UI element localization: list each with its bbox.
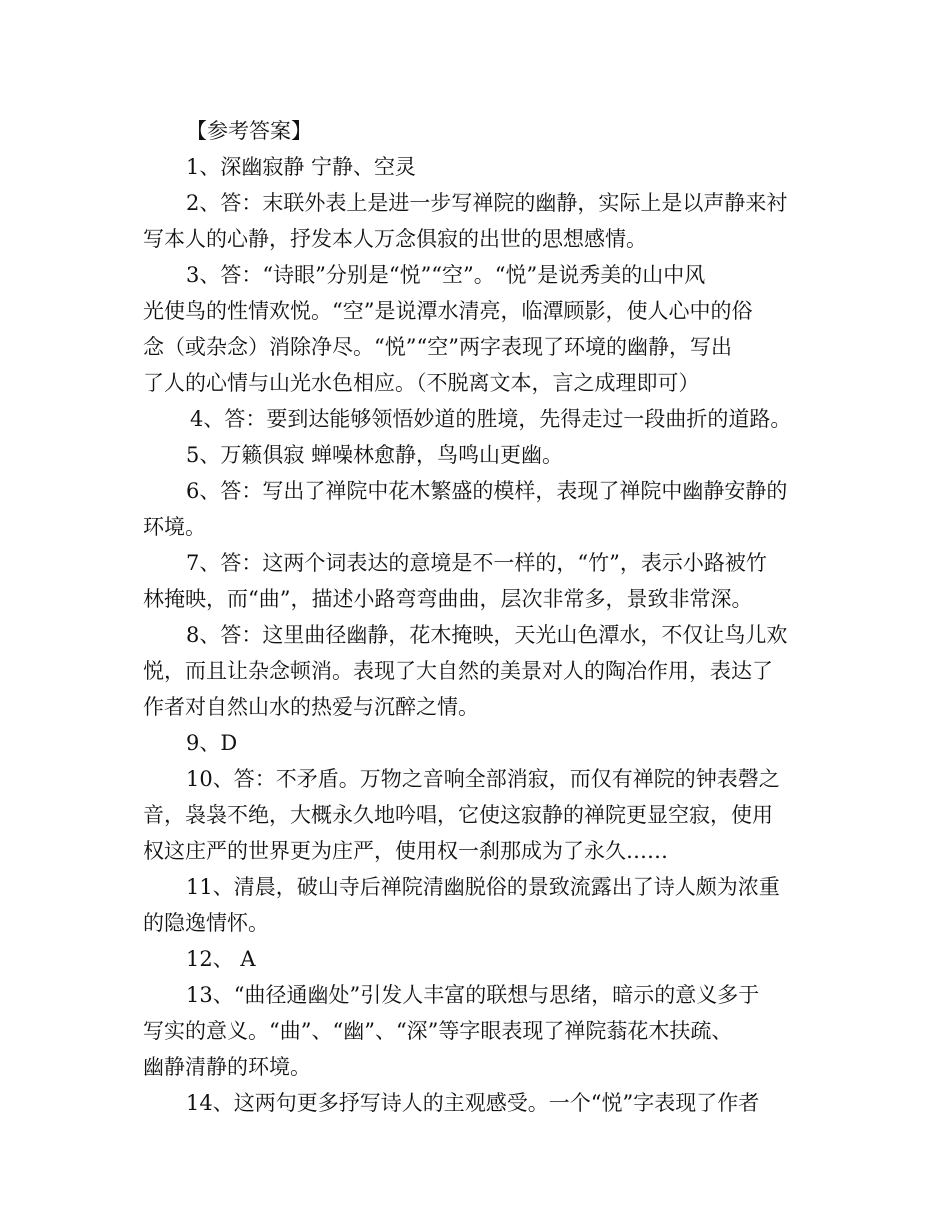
answer-line: 1、深幽寂静 宁静、空灵 [186, 155, 417, 179]
answer-line: 8、答：这里曲径幽静，花木掩映，天光山色潭水，不仅让鸟儿欢 [186, 623, 788, 647]
answer-line: 权这庄严的世界更为庄严，使用权一刹那成为了永久…… [143, 839, 668, 863]
answer-line: 念（或杂念）消除净尽。“悦”“空”两字表现了环境的幽静，写出 [143, 335, 732, 359]
answer-line: 4、答：要到达能够领悟妙道的胜境，先得走过一段曲折的道路。 [190, 407, 792, 431]
answer-line: 林掩映，而“曲”，描述小路弯弯曲曲，层次非常多，景致非常深。 [143, 587, 753, 611]
answer-line: 10、答：不矛盾。万物之音响全部消寂，而仅有禅院的钟表磬之 [186, 767, 780, 791]
answer-line: 12、 A [186, 947, 256, 971]
answer-line: 11、清晨，破山寺后禅院清幽脱俗的景致流露出了诗人颇为浓重 [186, 875, 780, 899]
answer-line: 2、答：末联外表上是进一步写禅院的幽静，实际上是以声静来衬 [186, 191, 788, 215]
answer-line: 写实的意义。“曲”、“幽”、“深”等字眼表现了禅院蓊花木扶疏、 [143, 1019, 733, 1043]
answer-line: 悦，而且让杂念顿消。表现了大自然的美景对人的陶冶作用，表达了 [143, 659, 773, 683]
answer-line: 6、答：写出了禅院中花木繁盛的模样，表现了禅院中幽静安静的 [186, 479, 788, 503]
answer-line: 光使鸟的性情欢悦。“空”是说潭水清亮，临潭顾影，使人心中的俗 [143, 299, 753, 323]
answer-line: 14、这两句更多抒写诗人的主观感受。一个“悦”字表现了作者 [186, 1091, 760, 1115]
answer-line: 9、D [186, 731, 238, 755]
answer-line: 音，袅袅不绝，大概永久地吟唱，它使这寂静的禅院更显空寂，使用 [143, 803, 773, 827]
answer-line: 3、答：“诗眼”分别是“悦”“空”。“悦”是说秀美的山中风 [186, 263, 706, 287]
answer-line: 作者对自然山水的热爱与沉醉之情。 [143, 695, 479, 719]
answer-line: 环境。 [143, 515, 206, 539]
answer-line: 7、答：这两个词表达的意境是不一样的，“竹”，表示小路被竹 [186, 551, 767, 575]
answer-line: 了人的心情与山光水色相应。（不脱离文本，言之成理即可） [143, 371, 700, 395]
answer-line: 幽静清静的环境。 [143, 1055, 311, 1079]
answer-line: 13、“曲径通幽处”引发人丰富的联想与思绪，暗示的意义多于 [186, 983, 760, 1007]
answer-line: 的隐逸情怀。 [143, 911, 269, 935]
answer-line: 5、万籁俱寂 蝉噪林愈静，鸟鸣山更幽。 [186, 443, 564, 467]
answer-line: 写本人的心静，抒发本人万念俱寂的出世的思想感情。 [143, 227, 647, 251]
answer-heading: 【参考答案】 [186, 119, 312, 143]
